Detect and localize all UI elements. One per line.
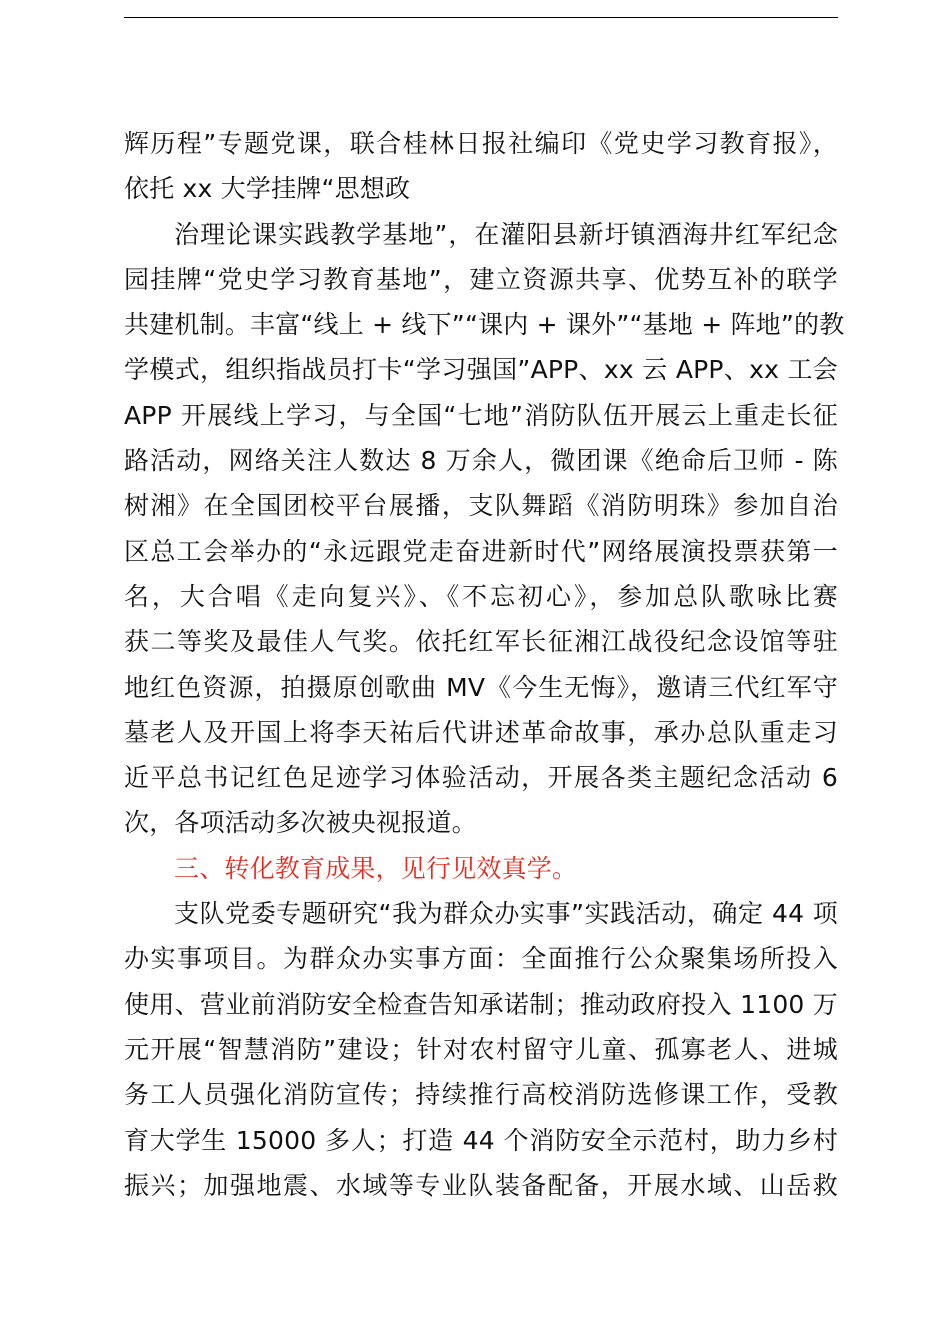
text-line: 振兴；加强地震、水域等专业队装备配备，开展水域、山岳救 (124, 1170, 838, 1200)
text-line: 育大学生 15000 多人；打造 44 个消防安全示范村，助力乡村 (124, 1125, 838, 1155)
text-line: 路活动，网络关注人数达 8 万余人，微团课《绝命后卫师 - 陈 (124, 446, 838, 476)
text-line: 学模式，组织指战员打卡“学习强国”APP、xx 云 APP、xx 工会 (124, 355, 838, 385)
text-line: 共建机制。丰富“线上 + 线下”“课内 + 课外”“基地 + 阵地”的教 (124, 310, 845, 340)
text-line: 辉历程”专题党课，联合桂林日报社编印《党史学习教育报》， (124, 129, 838, 158)
text-line: 次，各项活动多次被央视报道。 (124, 808, 477, 838)
text-line: 名，大合唱《走向复兴》、《不忘初心》，参加总队歌咏比赛 (124, 581, 838, 611)
text-line: 墓老人及开国上将李天祐后代讲述革命故事，承办总队重走习 (124, 717, 838, 747)
text-line: 获二等奖及最佳人气奖。依托红军长征湘江战役纪念设馆等驻 (124, 627, 838, 657)
header-rule (124, 17, 838, 18)
text-line: 园挂牌“党史学习教育基地”，建立资源共享、优势互补的联学 (124, 264, 838, 294)
text-line: 依托 xx 大学挂牌“思想政 (124, 174, 411, 204)
text-line: 办实事项目。为群众办实事方面：全面推行公众聚集场所投入 (124, 944, 838, 974)
text-line: 地红色资源，拍摄原创歌曲 MV《今生无悔》，邀请三代红军守 (124, 672, 838, 702)
text-line: 元开展“智慧消防”建设；针对农村留守儿童、孤寡老人、进城 (124, 1034, 838, 1064)
paragraph-start-line: 治理论课实践教学基地”，在灌阳县新圩镇酒海井红军纪念 (174, 219, 838, 249)
document-body (124, 121, 845, 1208)
section-heading: 三、转化教育成果，见行见效真学。 (174, 853, 578, 883)
text-line: 使用、营业前消防安全检查告知承诺制；推动政府投入 1100 万 (124, 989, 838, 1019)
paragraph-start-line: 支队党委专题研究“我为群众办实事”实践活动，确定 44 项 (174, 899, 838, 929)
text-line: 近平总书记红色足迹学习体验活动，开展各类主题纪念活动 6 (124, 763, 838, 793)
text-line: 务工人员强化消防宣传；持续推行高校消防选修课工作，受教 (124, 1080, 838, 1110)
text-line: APP 开展线上学习，与全国“七地”消防队伍开展云上重走长征 (124, 400, 838, 430)
text-line: 区总工会举办的“永远跟党走奋进新时代”网络展演投票获第一 (124, 536, 838, 566)
text-line: 树湘》在全国团校平台展播，支队舞蹈《消防明珠》参加自治 (124, 491, 838, 521)
